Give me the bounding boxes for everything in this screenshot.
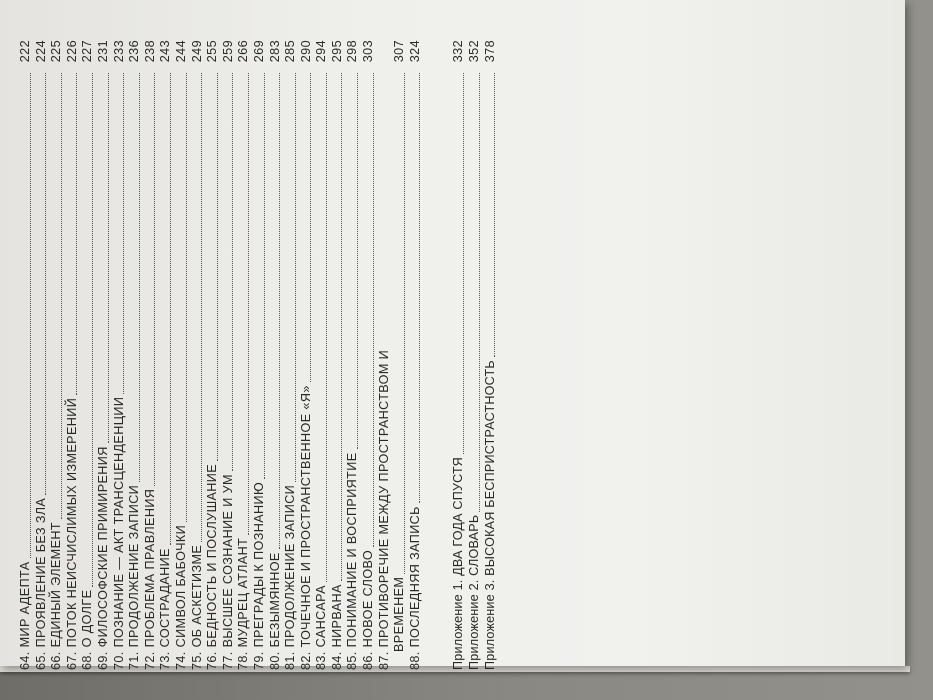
leader-dots: [356, 73, 358, 449]
toc-entry: [34, 40, 50, 670]
toc-entry-page: 227: [80, 40, 95, 63]
toc-entry: [252, 40, 268, 670]
leader-dots: [200, 73, 202, 542]
toc-entry-title: 64. МИР АДЕПТА: [18, 561, 32, 670]
toc-entry-page: 324: [407, 40, 422, 63]
toc-entry: [205, 40, 221, 670]
toc-entry: [143, 40, 159, 670]
toc-entry-title: Приложение 2. СЛОВАРЬ: [467, 514, 482, 670]
leader-dots: [294, 73, 296, 482]
leader-dots: [185, 73, 187, 522]
leader-dots: [340, 73, 342, 581]
toc-entry-page: 226: [64, 40, 79, 63]
toc-entry-title: 65. ПРОЯВЛЕНИЕ БЕЗ ЗЛА: [33, 497, 48, 670]
toc-entry-page: 231: [95, 40, 110, 63]
leader-dots: [122, 73, 124, 394]
leader-dots: [493, 73, 495, 357]
toc-entry-title: 86. НОВОЕ СЛОВО: [361, 549, 376, 670]
toc-entry-title: 77. ВЫСШЕЕ СОЗНАНИЕ И УМ: [220, 474, 235, 670]
leader-dots: [107, 73, 109, 443]
toc-entry-title: 80. БЕЗЫМЯННОЕ: [267, 552, 282, 670]
toc-entry-page: 249: [189, 40, 204, 63]
leader-dots: [309, 73, 311, 382]
toc-entry: [283, 40, 299, 670]
toc-entry: [361, 40, 377, 670]
toc-entry-title: 79. ПРЕГРАДЫ К ПОЗНАНИЮ: [251, 481, 266, 670]
leader-dots: [403, 73, 405, 574]
toc-entry-page: 224: [33, 40, 48, 63]
leader-dots: [388, 73, 389, 347]
toc-entry: [299, 40, 315, 670]
leader-dots: [91, 73, 93, 587]
leader-dots: [29, 73, 31, 558]
toc-entry: [221, 40, 237, 670]
leader-dots: [247, 73, 249, 535]
toc-entry: [174, 40, 190, 670]
leader-dots: [325, 73, 327, 582]
toc-entry: [127, 40, 143, 670]
toc-entry-title: 74. СИМВОЛ БАБОЧКИ: [173, 524, 188, 670]
toc-entry-title: 75. ОБ АСКЕТИЗМЕ: [189, 544, 204, 670]
toc-entry-title: 66. ЕДИНЫЙ ЭЛЕМЕНТ: [49, 522, 64, 670]
leader-dots: [60, 73, 62, 519]
toc-entry-page: 233: [111, 40, 126, 63]
toc-entry-page: 295: [329, 40, 344, 63]
toc-entry-title: 85. ПОНИМАНИЕ И ВОСПРИЯТИЕ: [345, 452, 360, 670]
toc-entry-page: 303: [361, 40, 376, 63]
toc-entry-page: 294: [314, 40, 329, 63]
section-gap: [423, 40, 451, 670]
toc-entry-title: 76. БЕДНОСТЬ И ПОСЛУШАНИЕ: [205, 463, 220, 670]
toc-entry-title: 78. МУДРЕЦ АТЛАНТ: [236, 537, 251, 670]
toc-entry-page: 298: [345, 40, 360, 63]
leader-dots: [231, 73, 233, 471]
toc-entry-page: 244: [173, 40, 188, 63]
leader-dots: [418, 73, 420, 503]
toc-entry-page: 259: [220, 40, 235, 63]
toc-entry: [65, 40, 81, 670]
leader-dots: [153, 73, 155, 486]
toc-entry-page: 255: [205, 40, 220, 63]
toc-entry: [112, 40, 128, 670]
toc-entry: [345, 40, 361, 670]
toc-entry-page: 285: [283, 40, 298, 63]
toc-entry-title: Приложение 1. ДВА ГОДА СПУСТЯ: [451, 457, 466, 670]
toc-entry-page: 378: [482, 40, 497, 63]
toc-entry-page: 222: [18, 40, 32, 63]
table-of-contents: [18, 40, 498, 670]
toc-entry: [467, 40, 483, 670]
toc-entry-title: 84. НИРВАНА: [329, 584, 344, 670]
toc-entry-page: 283: [267, 40, 282, 63]
toc-entry: [49, 40, 65, 670]
leader-dots: [372, 73, 374, 547]
leader-dots: [478, 73, 480, 512]
toc-entry-title: 88. ПОСЛЕДНЯЯ ЗАПИСЬ: [407, 506, 422, 670]
toc-entry: [314, 40, 330, 670]
toc-entry-page: 236: [127, 40, 142, 63]
toc-entry-title: 72. ПРОБЛЕМА ПРАВЛЕНИЯ: [142, 488, 157, 670]
toc-entry-title: 68. О ДОЛГЕ: [80, 589, 95, 670]
toc-entry: [18, 40, 34, 670]
leader-dots: [44, 73, 46, 495]
toc-entry: [190, 40, 206, 670]
leader-dots: [462, 73, 464, 454]
toc-entry: [392, 40, 408, 670]
leader-dots: [138, 73, 140, 482]
toc-entry-page: 266: [236, 40, 251, 63]
toc-entry-page: 307: [392, 40, 407, 63]
toc-entry: [408, 40, 424, 670]
toc-entry-title: 67. ПОТОК НЕИСЧИСЛИМЫХ ИЗМЕРЕНИЙ: [64, 397, 79, 670]
toc-entry: [96, 40, 112, 670]
toc-entry: [451, 40, 467, 670]
toc-entry-title: 71. ПРОДОЛЖЕНИЕ ЗАПИСИ: [127, 484, 142, 670]
toc-entry: [377, 40, 393, 670]
toc-entry-page: 332: [451, 40, 466, 63]
toc-entry-title: 82. ТОЧЕЧНОЕ И ПРОСТРАНСТВЕННОЕ «Я»: [298, 385, 313, 670]
toc-entry-title: 73. СОСТРАДАНИЕ: [158, 548, 173, 670]
toc-entry-page: 225: [49, 40, 64, 63]
toc-entry: [236, 40, 252, 670]
toc-entry-title: ВРЕМЕНЕМ: [392, 576, 407, 652]
toc-entry-page: 290: [298, 40, 313, 63]
toc-entry-title: 83. САНСАРА: [314, 585, 329, 670]
toc-entry: [80, 40, 96, 670]
leader-dots: [169, 73, 171, 545]
toc-entry-page: 352: [467, 40, 482, 63]
toc-entry: [158, 40, 174, 670]
toc-entry-page: 238: [142, 40, 157, 63]
leader-dots: [75, 73, 77, 395]
toc-entry-title: 70. ПОЗНАНИЕ — АКТ ТРАНСЦЕНДЕНЦИИ: [111, 396, 126, 670]
leader-dots: [263, 73, 265, 479]
toc-entry-page: 269: [251, 40, 266, 63]
leader-dots: [216, 73, 218, 461]
leader-dots: [278, 73, 280, 549]
toc-entry: [268, 40, 284, 670]
toc-entry-title: 81. ПРОДОЛЖЕНИЕ ЗАПИСИ: [283, 484, 298, 670]
toc-entry-title: Приложение 3. ВЫСОКАЯ БЕСПРИСТРАСТНОСТЬ: [482, 360, 497, 670]
toc-entry: [330, 40, 346, 670]
toc-entry-title: 69. ФИЛОСОФСКИЕ ПРИМИРЕНИЯ: [95, 446, 110, 670]
toc-entry-title: 87. ПРОТИВОРЕЧИЕ МЕЖДУ ПРОСТРАНСТВОМ И: [376, 349, 391, 670]
toc-entry: [483, 40, 499, 670]
toc-entry-page: 243: [158, 40, 173, 63]
